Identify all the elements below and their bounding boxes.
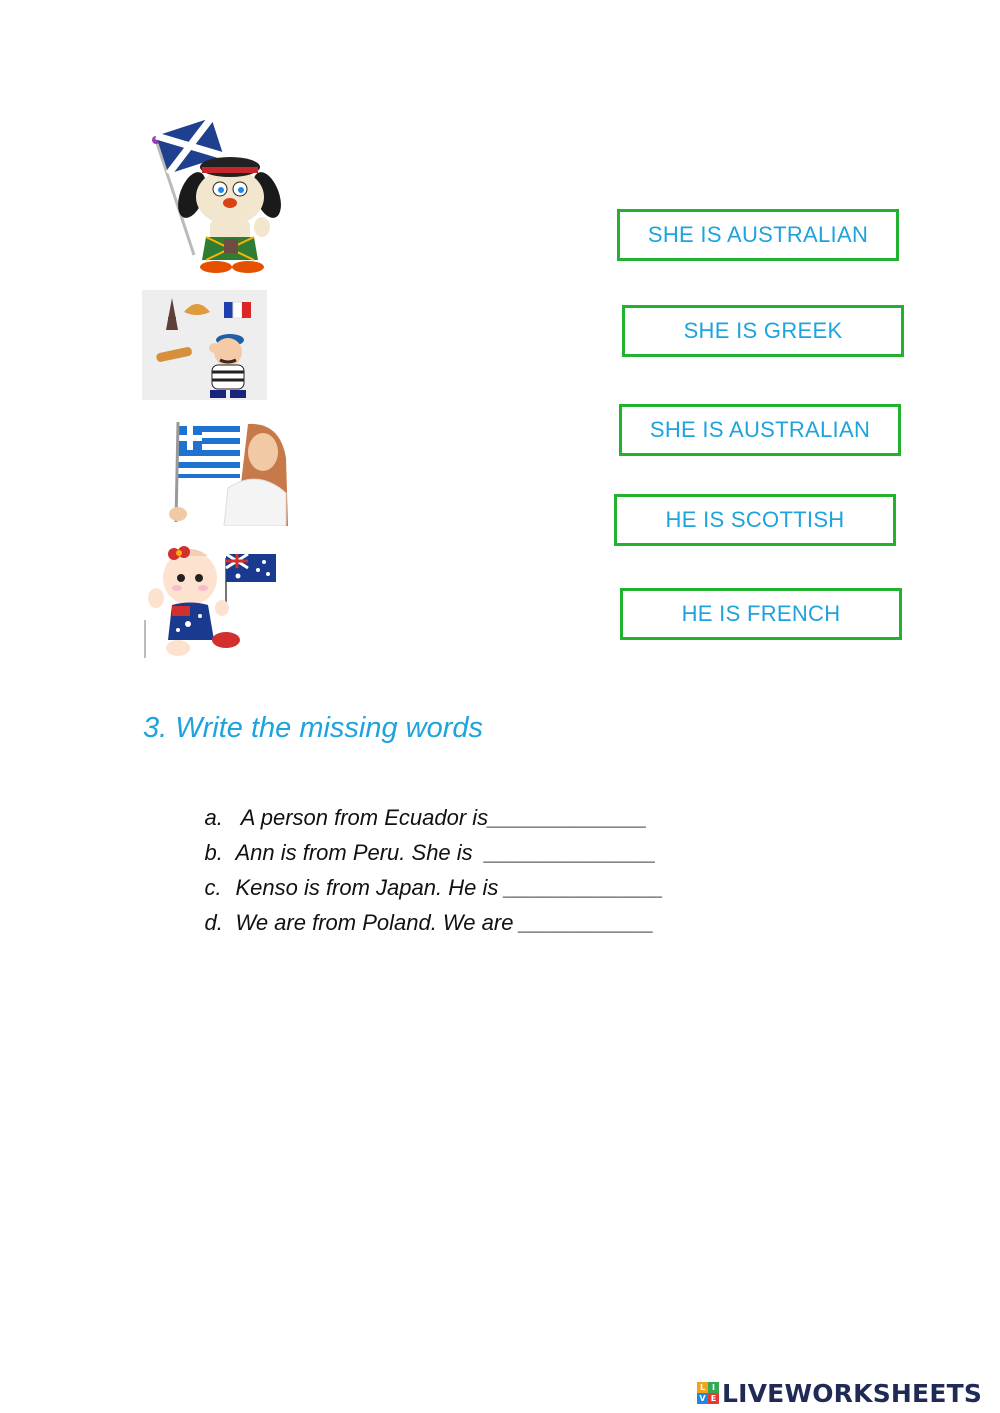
greek-woman-picture (168, 418, 288, 526)
logo-letter-v: V (697, 1393, 708, 1404)
australian-baby-picture (142, 540, 280, 662)
scottish-dog-picture (142, 115, 292, 275)
match-box-2[interactable] (622, 305, 904, 357)
match-box-4[interactable] (614, 494, 896, 546)
question-list (180, 770, 664, 935)
question-text: Ann is from Peru. She is ______________ (235, 840, 657, 865)
liveworksheets-logo-icon (697, 1382, 719, 1404)
match-box-label: SHE IS AUSTRALIAN (647, 222, 869, 247)
question-text: Kenso is from Japan. He is _____________ (235, 875, 664, 900)
match-box-label: HE IS SCOTTISH (665, 507, 845, 532)
question-letter: c. (204, 875, 222, 900)
match-box-label: HE IS FRENCH (681, 601, 841, 626)
logo-letter-e: E (708, 1393, 719, 1404)
match-box-label: SHE IS GREEK (683, 318, 843, 343)
question-letter: a. (204, 805, 223, 830)
liveworksheets-brand[interactable] (697, 1377, 982, 1409)
section-title: 3. Write the missing words (143, 712, 484, 744)
brand-text: LIVEWORKSHEETS (722, 1378, 983, 1408)
match-box-label: SHE IS AUSTRALIAN (649, 417, 871, 442)
question-text: We are from Poland. We are ___________ (235, 910, 655, 935)
question-letter: b. (204, 840, 223, 865)
french-man-picture (142, 290, 267, 400)
greek-woman-illustration (168, 418, 288, 526)
match-box-1[interactable] (617, 209, 899, 261)
match-box-5[interactable] (620, 588, 902, 640)
logo-letter-l: L (697, 1382, 708, 1393)
question-letter: d. (204, 910, 223, 935)
question-item[interactable] (180, 770, 664, 830)
question-text: A person from Ecuador is_____________ (235, 805, 648, 830)
match-box-3[interactable] (619, 404, 901, 456)
logo-letter-i: I (708, 1382, 719, 1393)
australian-baby-illustration (142, 540, 280, 662)
french-man-illustration (142, 290, 267, 400)
scottish-dog-illustration (142, 115, 292, 275)
